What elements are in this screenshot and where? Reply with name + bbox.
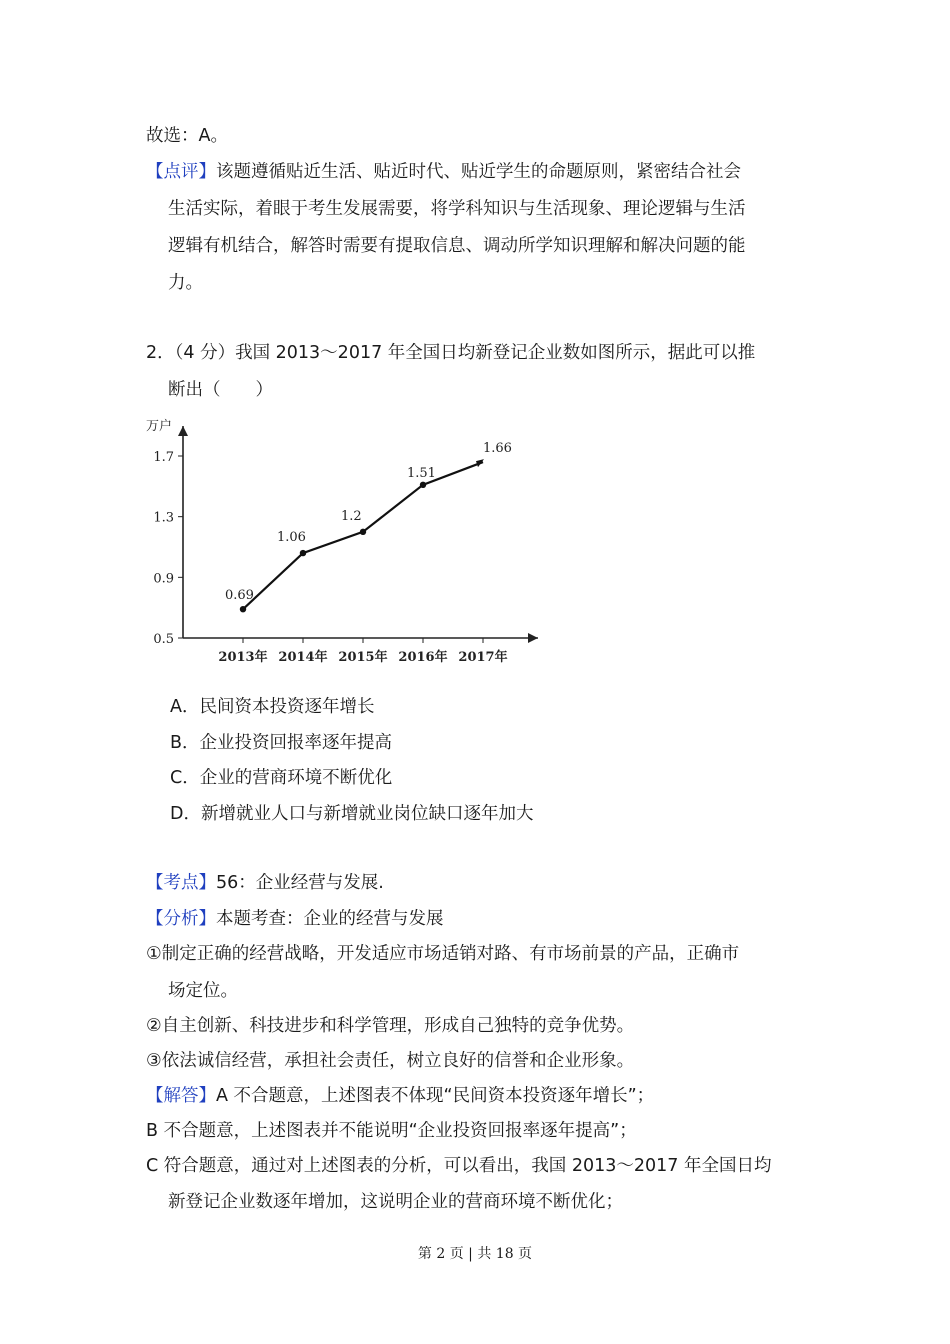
comment-line-1	[146, 160, 741, 184]
data-label: 1.2	[341, 508, 362, 524]
prev-answer: 故选：A。	[146, 126, 228, 146]
option-a[interactable]: A．民间资本投资逐年增长	[170, 697, 375, 717]
comment-line-3: 逻辑有机结合，解答时需要有提取信息、调动所学知识理解和解决问题的能	[168, 236, 746, 256]
page-footer: 第 2 页 | 共 18 页	[417, 1246, 533, 1262]
data-point	[240, 606, 246, 612]
answer-line-b: B 不合题意，上述图表并不能说明“企业投资回报率逐年提高”；	[146, 1121, 637, 1141]
comment-line-4: 力。	[168, 273, 203, 293]
data-label: 0.69	[225, 588, 254, 604]
data-label: 1.06	[277, 530, 306, 546]
data-point	[420, 482, 426, 488]
question-stem-cont: 断出（ ）	[168, 380, 273, 400]
x-axis-arrow	[528, 633, 538, 643]
data-label: 1.66	[483, 441, 512, 457]
x-tick-label: 2015年	[338, 650, 388, 665]
data-point	[300, 550, 306, 556]
comment-text: 该题遵循贴近生活、贴近时代、贴近学生的命题原则，紧密结合社会	[216, 162, 741, 182]
x-tick-label: 2016年	[398, 650, 448, 665]
option-b[interactable]: B．企业投资回报率逐年提高	[170, 733, 393, 753]
option-d[interactable]: D．新增就业人口与新增就业岗位缺口逐年加大	[170, 804, 534, 824]
point-1: ①制定正确的经营战略，开发适应市场适销对路、有市场前景的产品，正确市	[146, 944, 740, 964]
y-axis-label: 万户	[146, 419, 173, 434]
point-3: ③依法诚信经营，承担社会责任，树立良好的信誉和企业形象。	[146, 1051, 635, 1071]
x-tick-label: 2017年	[458, 650, 508, 665]
data-label: 1.51	[407, 465, 436, 481]
fenxi-line	[146, 907, 444, 931]
comment-line-2: 生活实际，着眼于考生发展需要，将学科知识与生活现象、理论逻辑与生活	[168, 199, 746, 219]
question-stem: 2．（4 分）我国 2013～2017 年全国日均新登记企业数如图所示，据此可以推	[146, 343, 756, 363]
x-tick-label: 2013年	[218, 650, 268, 665]
chart-svg	[140, 410, 560, 672]
y-axis-arrow	[178, 426, 188, 436]
jieda-line	[146, 1084, 654, 1108]
y-tick-label: 0.9	[153, 571, 174, 587]
answer-line-c-cont: 新登记企业数逐年增加，这说明企业的营商环境不断优化；	[168, 1192, 623, 1212]
fenxi-tag: 【分析】	[146, 909, 216, 929]
point-1-cont: 场定位。	[168, 981, 238, 1001]
line-chart	[140, 410, 560, 672]
y-tick-label: 0.5	[153, 632, 174, 647]
x-tick-label: 2014年	[278, 650, 328, 665]
point-2: ②自主创新、科技进步和科学管理，形成自己独特的竞争优势。	[146, 1016, 635, 1036]
comment-tag: 【点评】	[146, 162, 216, 182]
data-point	[360, 529, 366, 535]
kaodian-text: 56：企业经营与发展.	[216, 873, 384, 893]
kaodian-tag: 【考点】	[146, 873, 216, 893]
y-tick-label: 1.7	[153, 450, 174, 465]
option-c[interactable]: C．企业的营商环境不断优化	[170, 768, 393, 788]
kaodian-line	[146, 871, 384, 895]
answer-line-c: C 符合题意，通过对上述图表的分析，可以看出，我国 2013～2017 年全国日均	[146, 1156, 772, 1176]
fenxi-text: 本题考查：企业的经营与发展	[216, 909, 444, 929]
jieda-tag: 【解答】	[146, 1086, 216, 1106]
y-tick-label: 1.3	[153, 510, 174, 526]
jieda-text: A 不合题意，上述图表不体现“民间资本投资逐年增长”；	[216, 1086, 655, 1106]
